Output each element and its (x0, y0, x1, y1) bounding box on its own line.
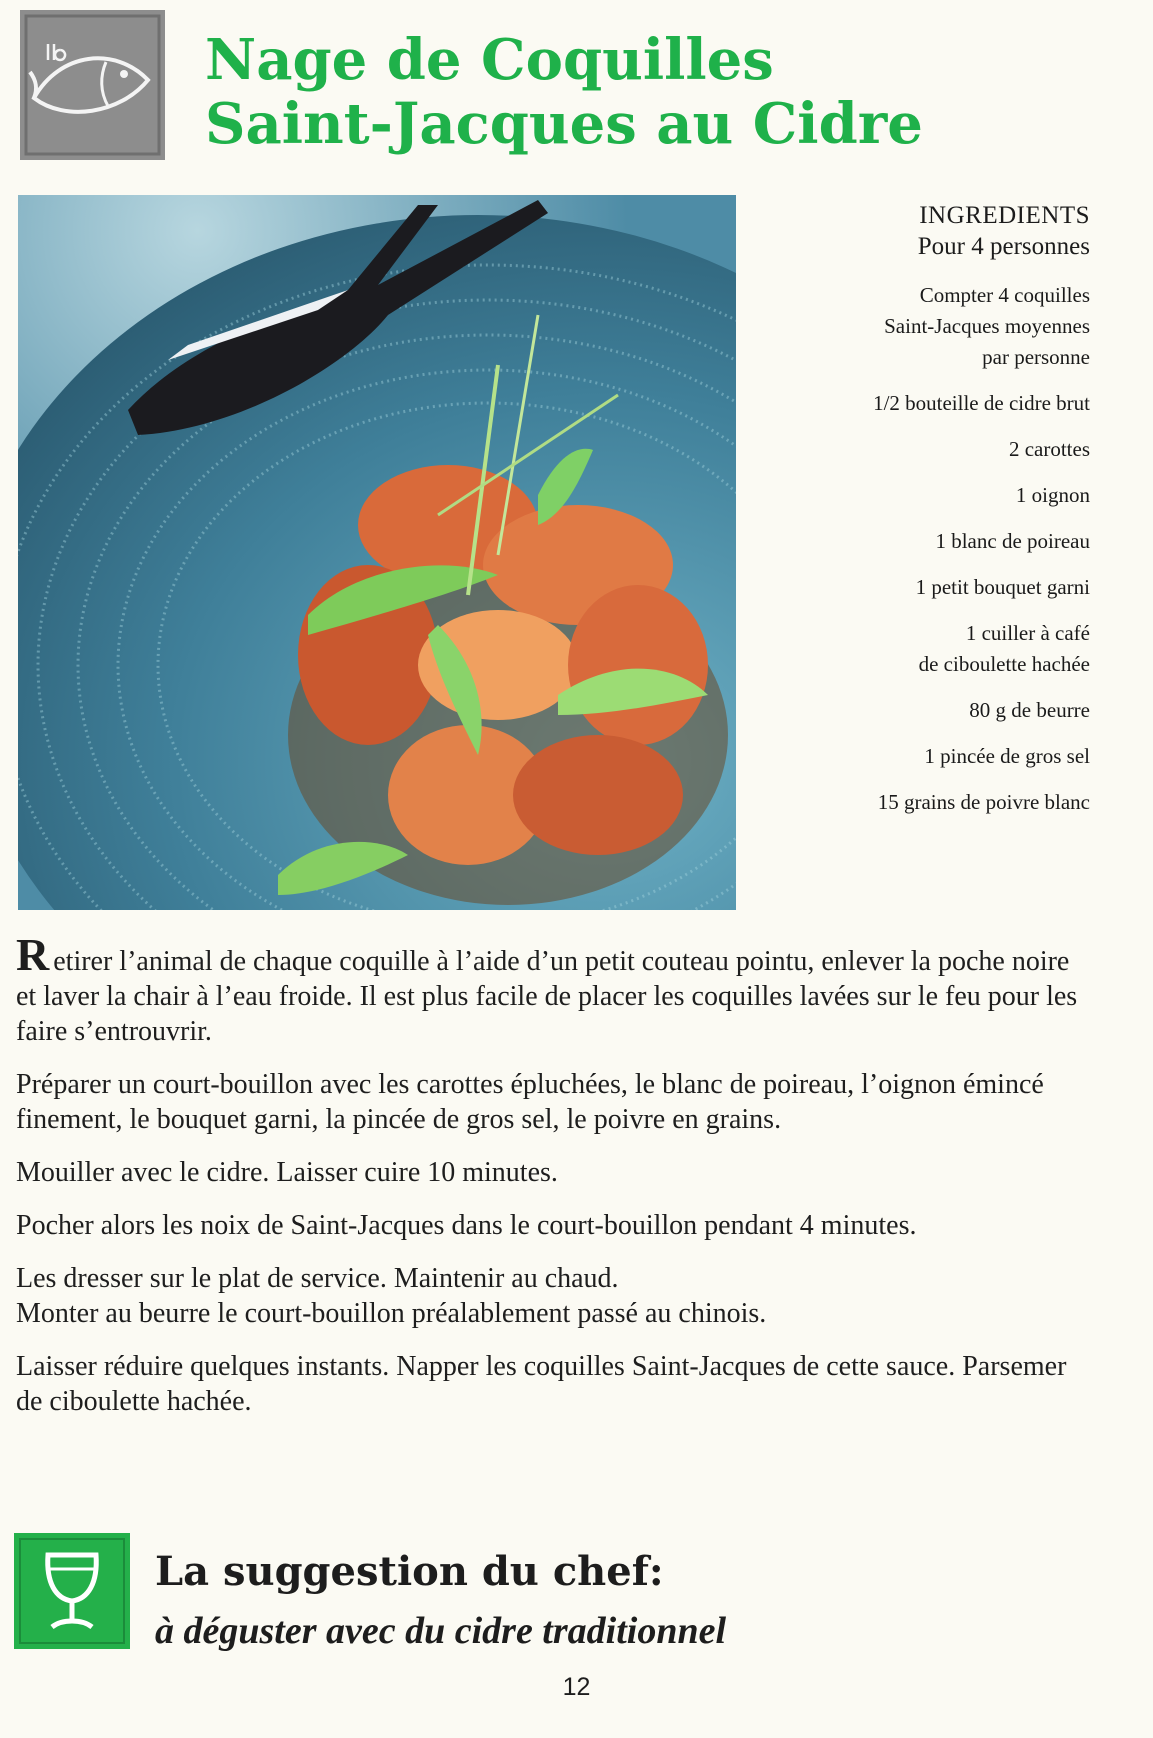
method-paragraph-text: etirer l’animal de chaque coquille à l’aide d’un petit couteau pointu, enlever la poche noire et laver la chair à l’eau froide. Il est plus facile de placer les coquilles lavées sur le feu pour les faire s’entrouvrir. (16, 946, 1078, 1047)
ingredient-item: Compter 4 coquilles Saint-Jacques moyennes par personne (884, 283, 1090, 369)
ingredient-item: 80 g de beurre (969, 698, 1090, 722)
method-paragraph: Les dresser sur le plat de service. Maintenir au chaud. Monter au beurre le court-bouillon préalablement passé au chinois. (16, 1263, 767, 1329)
ingredient-item: 2 carottes (1008, 437, 1090, 461)
title-line-1: Nage de Coquilles (205, 27, 774, 93)
drop-cap: R (16, 929, 50, 980)
method-paragraph (16, 929, 1088, 1049)
method-paragraph: Préparer un court-bouillon avec les carottes épluchées, le blanc de poireau, l’oignon émincé finement, le bouquet garni, la pincée de gros sel, le poivre en grains. (16, 1069, 1044, 1135)
chef-suggestion-text: à déguster avec du cidre traditionnel (155, 1610, 727, 1652)
method-paragraph: Laisser réduire quelques instants. Napper les coquilles Saint-Jacques de cette sauce. Parsemer de ciboulette hachée. (16, 1351, 1067, 1417)
ingredients-panel (760, 200, 1090, 833)
method-paragraph: Pocher alors les noix de Saint-Jacques dans le court-bouillon pendant 4 minutes. (16, 1210, 917, 1241)
ingredient-item: 1/2 bouteille de cidre brut (873, 391, 1090, 415)
recipe-title (205, 28, 1105, 156)
dish-photo (18, 195, 736, 910)
ingredients-heading: INGREDIENTS (919, 202, 1090, 229)
fish-icon (20, 10, 165, 160)
method-paragraph: Mouiller avec le cidre. Laisser cuire 10 minutes. (16, 1157, 558, 1188)
title-line-2: Saint-Jacques au Cidre (205, 91, 923, 157)
ingredient-item: 1 blanc de poireau (935, 529, 1090, 553)
ingredient-item: 15 grains de poivre blanc (877, 790, 1090, 814)
ingredient-item: 1 cuiller à café de ciboulette hachée (918, 621, 1090, 676)
chef-suggestion-title: La suggestion du chef: (155, 1548, 664, 1595)
ingredient-item: 1 pincée de gros sel (924, 744, 1090, 768)
servings: Pour 4 personnes (917, 233, 1090, 260)
ingredient-item: 1 oignon (1015, 483, 1090, 507)
method-steps (16, 929, 1088, 1437)
ingredients-list (760, 280, 1090, 818)
ingredient-item: 1 petit bouquet garni (915, 575, 1090, 599)
wine-glass-icon (14, 1533, 130, 1649)
page-number: 12 (562, 1673, 591, 1701)
